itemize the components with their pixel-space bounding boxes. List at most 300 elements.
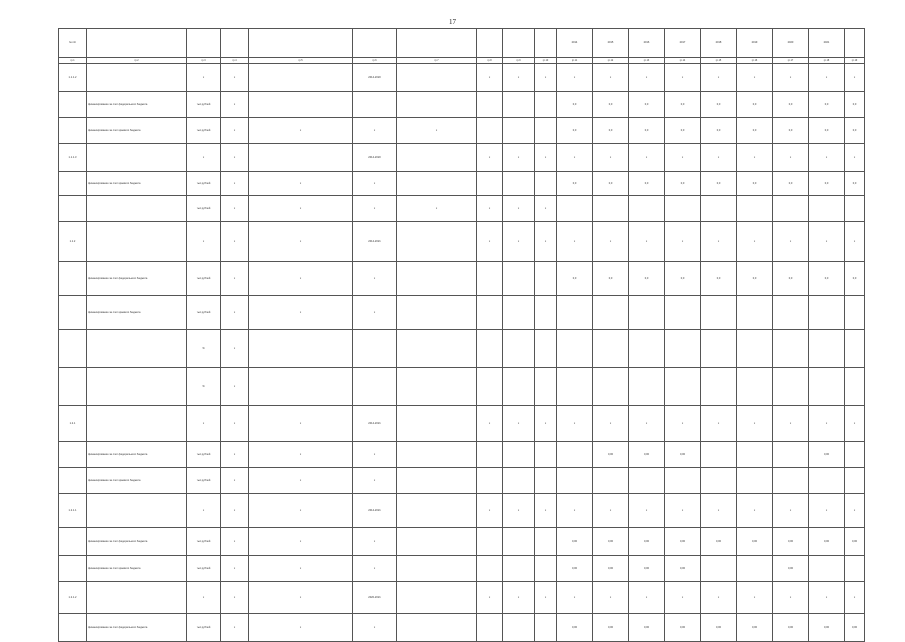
column-number-cell: гр.13 bbox=[629, 58, 665, 64]
table-cell bbox=[665, 468, 701, 494]
table-cell: х bbox=[557, 64, 593, 92]
header-year-cell: 2021 bbox=[809, 29, 845, 58]
table-cell bbox=[665, 296, 701, 330]
table-cell: х bbox=[503, 582, 535, 614]
table-cell: 0,00 bbox=[629, 614, 665, 642]
table-cell bbox=[535, 468, 557, 494]
table-cell bbox=[629, 468, 665, 494]
table-cell bbox=[629, 368, 665, 406]
table-cell: х bbox=[221, 368, 249, 406]
table-cell bbox=[845, 330, 865, 368]
row-name-cell bbox=[87, 368, 187, 406]
table-cell: 0,00 bbox=[773, 528, 809, 556]
table-cell: 2020-2021 bbox=[353, 582, 397, 614]
table-cell: х bbox=[593, 494, 629, 528]
table-cell: 0,0 bbox=[701, 262, 737, 296]
table-cell: 0,0 bbox=[809, 118, 845, 144]
table-cell bbox=[557, 442, 593, 468]
table-cell: 0,00 bbox=[629, 556, 665, 582]
table-row bbox=[59, 262, 865, 296]
table-cell bbox=[773, 468, 809, 494]
column-number-cell: гр.1 bbox=[59, 58, 87, 64]
table-cell: 0,0 bbox=[701, 118, 737, 144]
table-cell: х bbox=[845, 64, 865, 92]
table-cell bbox=[701, 442, 737, 468]
table-cell: х bbox=[535, 494, 557, 528]
table-cell: 0,0 bbox=[845, 118, 865, 144]
table-cell: х bbox=[535, 64, 557, 92]
table-cell: 2014-2021 bbox=[353, 494, 397, 528]
table-cell: х bbox=[221, 556, 249, 582]
table-cell: х bbox=[221, 614, 249, 642]
table-cell bbox=[809, 468, 845, 494]
table-cell bbox=[503, 118, 535, 144]
table-cell bbox=[809, 330, 845, 368]
row-number-cell bbox=[59, 468, 87, 494]
table-cell: х bbox=[557, 582, 593, 614]
table-header-row bbox=[59, 29, 865, 58]
table-cell: х bbox=[221, 528, 249, 556]
table-cell: х bbox=[737, 144, 773, 172]
row-number-cell: 1.1.1.2 bbox=[59, 64, 87, 92]
table-cell: х bbox=[557, 144, 593, 172]
table-row bbox=[59, 494, 865, 528]
table-cell: 0,0 bbox=[557, 172, 593, 196]
table-cell bbox=[557, 368, 593, 406]
row-number-cell: 1.2.1 bbox=[59, 406, 87, 442]
table-cell bbox=[701, 556, 737, 582]
row-number-cell bbox=[59, 614, 87, 642]
table-cell bbox=[773, 296, 809, 330]
table-cell bbox=[503, 528, 535, 556]
table-cell bbox=[773, 442, 809, 468]
table-cell: х bbox=[845, 222, 865, 262]
table-cell: х bbox=[249, 556, 353, 582]
header-year-cell: 2018 bbox=[701, 29, 737, 58]
table-cell: х bbox=[249, 582, 353, 614]
header-cell bbox=[353, 29, 397, 58]
table-cell: 0,0 bbox=[665, 118, 701, 144]
table-cell bbox=[397, 368, 477, 406]
header-cell bbox=[87, 29, 187, 58]
table-cell: х bbox=[221, 118, 249, 144]
table-cell: х bbox=[187, 582, 221, 614]
table-cell bbox=[737, 196, 773, 222]
table-cell bbox=[737, 296, 773, 330]
table-cell: 0,00 bbox=[773, 556, 809, 582]
table-cell: х bbox=[249, 296, 353, 330]
budget-table-sheet bbox=[58, 28, 858, 629]
table-cell: 2014-2021 bbox=[353, 222, 397, 262]
table-cell: 0,0 bbox=[629, 118, 665, 144]
table-cell: х bbox=[665, 406, 701, 442]
table-cell: тыс.рублей bbox=[187, 296, 221, 330]
header-year-cell: 2020 bbox=[773, 29, 809, 58]
table-cell: х bbox=[665, 222, 701, 262]
table-cell: х bbox=[477, 222, 503, 262]
table-cell bbox=[397, 222, 477, 262]
table-cell: х bbox=[629, 494, 665, 528]
table-row bbox=[59, 330, 865, 368]
table-cell: х bbox=[701, 582, 737, 614]
table-cell: х bbox=[535, 144, 557, 172]
column-number-cell: гр.9 bbox=[503, 58, 535, 64]
table-cell: х bbox=[535, 582, 557, 614]
column-number-cell: гр.11 bbox=[557, 58, 593, 64]
table-cell: тыс.рублей bbox=[187, 262, 221, 296]
table-cell bbox=[629, 330, 665, 368]
table-cell: х bbox=[221, 172, 249, 196]
table-cell bbox=[397, 296, 477, 330]
table-cell: х bbox=[249, 172, 353, 196]
table-cell: 2014-2020 bbox=[353, 144, 397, 172]
table-cell: 0,00 bbox=[593, 442, 629, 468]
table-cell bbox=[535, 296, 557, 330]
table-cell: х bbox=[477, 406, 503, 442]
header-cell bbox=[397, 29, 477, 58]
row-name-cell: финансирование за счет федерального бюджета bbox=[87, 262, 187, 296]
column-number-cell: гр.8 bbox=[477, 58, 503, 64]
row-number-cell bbox=[59, 330, 87, 368]
table-cell: 0,0 bbox=[593, 262, 629, 296]
column-number-cell: гр.14 bbox=[665, 58, 701, 64]
table-cell bbox=[535, 92, 557, 118]
table-cell: 0,0 bbox=[629, 172, 665, 196]
table-cell bbox=[397, 406, 477, 442]
table-cell: х bbox=[221, 330, 249, 368]
table-cell bbox=[845, 442, 865, 468]
header-cell bbox=[845, 29, 865, 58]
column-number-cell: гр.7 bbox=[397, 58, 477, 64]
table-cell: х bbox=[187, 222, 221, 262]
table-cell: х bbox=[353, 528, 397, 556]
table-cell: 0,00 bbox=[665, 614, 701, 642]
table-cell: 0,00 bbox=[557, 556, 593, 582]
table-cell bbox=[503, 172, 535, 196]
table-cell: тыс.рублей bbox=[187, 172, 221, 196]
table-cell: тыс.рублей bbox=[187, 442, 221, 468]
row-number-cell: 1.2.1.2 bbox=[59, 582, 87, 614]
table-cell bbox=[809, 196, 845, 222]
table-cell: х bbox=[845, 144, 865, 172]
header-cell bbox=[477, 29, 503, 58]
table-cell bbox=[503, 92, 535, 118]
table-cell: 0,0 bbox=[629, 92, 665, 118]
table-cell: х bbox=[503, 64, 535, 92]
table-cell: 0,0 bbox=[809, 92, 845, 118]
column-number-cell: гр.6 bbox=[353, 58, 397, 64]
table-row bbox=[59, 582, 865, 614]
table-cell: 0,00 bbox=[557, 528, 593, 556]
table-cell: х bbox=[845, 406, 865, 442]
row-name-cell bbox=[87, 196, 187, 222]
table-cell bbox=[353, 368, 397, 406]
table-row bbox=[59, 556, 865, 582]
table-cell bbox=[397, 468, 477, 494]
table-cell: х bbox=[535, 222, 557, 262]
table-cell: х bbox=[221, 296, 249, 330]
table-cell bbox=[535, 368, 557, 406]
table-cell: 0,0 bbox=[737, 92, 773, 118]
table-cell bbox=[737, 556, 773, 582]
table-row bbox=[59, 368, 865, 406]
table-cell bbox=[397, 172, 477, 196]
column-number-cell: гр.19 bbox=[845, 58, 865, 64]
table-cell: х bbox=[701, 144, 737, 172]
table-cell bbox=[397, 442, 477, 468]
column-number-cell: гр.17 bbox=[773, 58, 809, 64]
table-cell bbox=[477, 528, 503, 556]
table-cell: х bbox=[353, 296, 397, 330]
table-cell: 0,0 bbox=[773, 262, 809, 296]
table-cell bbox=[397, 582, 477, 614]
table-cell: х bbox=[353, 468, 397, 494]
header-year-cell: 2017 bbox=[665, 29, 701, 58]
table-cell bbox=[845, 368, 865, 406]
table-cell: х bbox=[249, 494, 353, 528]
table-cell: х bbox=[187, 64, 221, 92]
table-cell bbox=[477, 172, 503, 196]
table-cell: х bbox=[737, 406, 773, 442]
table-cell: х bbox=[221, 494, 249, 528]
row-number-cell bbox=[59, 118, 87, 144]
table-cell bbox=[665, 330, 701, 368]
table-cell: 0,0 bbox=[629, 262, 665, 296]
table-cell: 0,0 bbox=[845, 92, 865, 118]
table-cell bbox=[477, 614, 503, 642]
table-cell: 0,0 bbox=[593, 118, 629, 144]
table-cell bbox=[397, 330, 477, 368]
table-cell bbox=[249, 144, 353, 172]
table-cell bbox=[249, 64, 353, 92]
table-cell bbox=[535, 172, 557, 196]
table-cell: х bbox=[629, 144, 665, 172]
table-cell: х bbox=[629, 582, 665, 614]
table-cell: х bbox=[221, 64, 249, 92]
row-number-cell bbox=[59, 442, 87, 468]
table-cell: 0,00 bbox=[809, 442, 845, 468]
table-cell bbox=[503, 468, 535, 494]
table-cell bbox=[557, 296, 593, 330]
table-cell: 0,0 bbox=[557, 92, 593, 118]
table-cell: х bbox=[809, 144, 845, 172]
header-cell bbox=[503, 29, 535, 58]
table-cell: х bbox=[249, 222, 353, 262]
table-cell: х bbox=[353, 172, 397, 196]
table-cell: х bbox=[477, 582, 503, 614]
table-cell: х bbox=[221, 582, 249, 614]
header-cell bbox=[187, 29, 221, 58]
table-cell: 2014-2020 bbox=[353, 64, 397, 92]
table-cell: 0,00 bbox=[845, 528, 865, 556]
table-cell: х bbox=[737, 494, 773, 528]
table-cell bbox=[593, 330, 629, 368]
table-cell: х bbox=[737, 64, 773, 92]
table-cell: 0,00 bbox=[773, 614, 809, 642]
page-number: 17 bbox=[449, 18, 456, 26]
table-row bbox=[59, 296, 865, 330]
header-cell bbox=[249, 29, 353, 58]
row-name-cell: финансирование за счет краевого бюджета bbox=[87, 296, 187, 330]
table-cell bbox=[397, 528, 477, 556]
table-cell bbox=[557, 330, 593, 368]
table-cell: х bbox=[353, 556, 397, 582]
column-number-cell: гр.16 bbox=[737, 58, 773, 64]
column-number-cell: гр.10 bbox=[535, 58, 557, 64]
table-cell: х bbox=[701, 64, 737, 92]
row-number-cell: 1.1.2 bbox=[59, 222, 87, 262]
table-cell: х bbox=[249, 442, 353, 468]
table-cell bbox=[477, 330, 503, 368]
table-cell: 0,00 bbox=[845, 614, 865, 642]
row-name-cell bbox=[87, 330, 187, 368]
row-name-cell bbox=[87, 222, 187, 262]
table-cell bbox=[397, 262, 477, 296]
row-name-cell: финансирование за счет краевого бюджета bbox=[87, 468, 187, 494]
table-cell: х bbox=[665, 582, 701, 614]
table-cell bbox=[809, 556, 845, 582]
table-cell: х bbox=[557, 406, 593, 442]
table-cell: тыс.рублей bbox=[187, 528, 221, 556]
table-cell: 0,00 bbox=[593, 556, 629, 582]
table-cell bbox=[353, 330, 397, 368]
table-cell: х bbox=[557, 494, 593, 528]
table-cell: х bbox=[701, 494, 737, 528]
table-cell: % bbox=[187, 330, 221, 368]
column-number-cell: гр.2 bbox=[87, 58, 187, 64]
table-cell: х bbox=[187, 494, 221, 528]
table-cell bbox=[701, 330, 737, 368]
table-cell: х bbox=[477, 196, 503, 222]
header-year-cell: 2016 bbox=[629, 29, 665, 58]
table-cell bbox=[477, 296, 503, 330]
budget-table bbox=[58, 28, 865, 642]
column-number-cell: гр.3 bbox=[187, 58, 221, 64]
table-cell: х bbox=[809, 222, 845, 262]
table-cell bbox=[249, 92, 353, 118]
table-cell bbox=[477, 442, 503, 468]
table-cell: 0,0 bbox=[557, 262, 593, 296]
table-cell bbox=[503, 262, 535, 296]
table-cell bbox=[557, 196, 593, 222]
header-cell bbox=[221, 29, 249, 58]
table-cell bbox=[477, 118, 503, 144]
row-name-cell: финансирование за счет краевого бюджета bbox=[87, 118, 187, 144]
table-cell: х bbox=[353, 262, 397, 296]
table-cell: х bbox=[809, 582, 845, 614]
table-cell bbox=[701, 296, 737, 330]
row-name-cell bbox=[87, 582, 187, 614]
column-number-cell: гр.15 bbox=[701, 58, 737, 64]
table-cell: 0,0 bbox=[773, 172, 809, 196]
table-cell bbox=[477, 368, 503, 406]
row-number-cell bbox=[59, 368, 87, 406]
table-cell: 0,00 bbox=[557, 614, 593, 642]
row-name-cell bbox=[87, 64, 187, 92]
table-cell: 0,0 bbox=[845, 172, 865, 196]
table-cell bbox=[737, 368, 773, 406]
table-cell: х bbox=[249, 614, 353, 642]
table-cell: 0,00 bbox=[665, 556, 701, 582]
table-cell: тыс.рублей bbox=[187, 92, 221, 118]
table-cell: тыс.рублей bbox=[187, 556, 221, 582]
header-year-cell: 2015 bbox=[593, 29, 629, 58]
table-cell bbox=[701, 368, 737, 406]
table-cell: 0,0 bbox=[701, 172, 737, 196]
row-number-cell bbox=[59, 296, 87, 330]
table-cell bbox=[503, 556, 535, 582]
table-cell bbox=[535, 442, 557, 468]
table-cell bbox=[737, 330, 773, 368]
table-cell: 0,00 bbox=[809, 614, 845, 642]
table-cell bbox=[701, 468, 737, 494]
table-cell: 0,0 bbox=[593, 172, 629, 196]
table-cell: х bbox=[221, 196, 249, 222]
table-cell: 0,0 bbox=[809, 172, 845, 196]
table-cell bbox=[809, 296, 845, 330]
table-cell: 0,00 bbox=[737, 528, 773, 556]
table-cell: х bbox=[845, 494, 865, 528]
table-cell: х bbox=[535, 196, 557, 222]
table-cell: 0,0 bbox=[557, 118, 593, 144]
table-row bbox=[59, 92, 865, 118]
table-cell: х bbox=[221, 442, 249, 468]
table-cell: % bbox=[187, 368, 221, 406]
column-number-cell: гр.5 bbox=[249, 58, 353, 64]
row-number-cell bbox=[59, 528, 87, 556]
header-year-cell: 2019 bbox=[737, 29, 773, 58]
table-cell: х bbox=[221, 262, 249, 296]
table-cell bbox=[397, 494, 477, 528]
table-cell: х bbox=[249, 196, 353, 222]
table-cell: х bbox=[701, 222, 737, 262]
row-number-cell: 1.2.1.1 bbox=[59, 494, 87, 528]
table-cell: х bbox=[503, 196, 535, 222]
table-row bbox=[59, 64, 865, 92]
table-cell: х bbox=[593, 144, 629, 172]
table-cell: х bbox=[773, 494, 809, 528]
column-number-cell: гр.12 bbox=[593, 58, 629, 64]
header-cell-number: № п/п bbox=[59, 29, 87, 58]
table-cell bbox=[845, 556, 865, 582]
table-cell: х bbox=[535, 406, 557, 442]
table-cell: 0,00 bbox=[809, 528, 845, 556]
table-cell: х bbox=[629, 64, 665, 92]
table-cell: 0,0 bbox=[593, 92, 629, 118]
table-row bbox=[59, 468, 865, 494]
table-row bbox=[59, 172, 865, 196]
table-cell: 0,00 bbox=[629, 528, 665, 556]
table-cell bbox=[773, 368, 809, 406]
table-cell bbox=[535, 262, 557, 296]
table-cell: х bbox=[665, 144, 701, 172]
table-cell: х bbox=[593, 582, 629, 614]
table-cell: х bbox=[187, 144, 221, 172]
table-cell: х bbox=[353, 196, 397, 222]
table-cell: х bbox=[773, 64, 809, 92]
table-cell: 0,00 bbox=[737, 614, 773, 642]
table-cell: х bbox=[701, 406, 737, 442]
table-cell bbox=[629, 296, 665, 330]
table-cell: х bbox=[503, 494, 535, 528]
table-cell: х bbox=[629, 406, 665, 442]
table-cell: х bbox=[249, 118, 353, 144]
table-cell bbox=[737, 468, 773, 494]
table-row bbox=[59, 118, 865, 144]
table-cell: х bbox=[809, 64, 845, 92]
table-cell bbox=[535, 330, 557, 368]
table-cell bbox=[665, 368, 701, 406]
